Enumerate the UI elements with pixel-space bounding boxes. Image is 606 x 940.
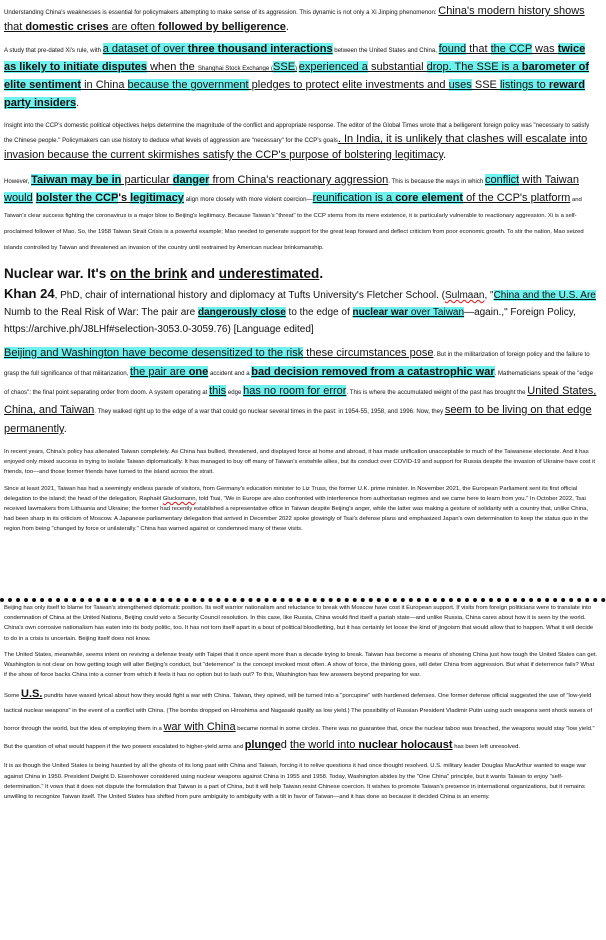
document-page-continued xyxy=(4,603,598,802)
paragraph-edge-of-chaos: Beijing and Washington have become desensitized to the risk these circumstances pose. But in the militarization of foreign policy and the failure to grasp the full significance of that militarization, the pair are one accident and a bad decision removed from a catastrophic war. Mathematicians speak of the "edge of chaos": the final point separating order from doom. A system operating at this edge has no room for error. This is where the accumulated weight of the past has brought the United States, China, and Taiwan. They walked right up to the edge of a war that could go nuclear several times in the past: in 1954-55, 1958, and 1996. Now, they seem to be living on that edge permanently. xyxy=(4,347,597,435)
paragraph-visitors: Since at least 2021, Taiwan has had a seemingly endless parade of visitors, from Germany's education minister to Liz Truss, the former U.K. prime minister. In November 2021, the European Parliament sent its first official delegation to the island; the head of the delegation, Raphaël Glucksmann, told Tsai, "We in Europe are also confronted with interference from authoritarian regimes and we came here to learn from you." In October 2022, Tsai received lawmakers from Lithuania and Ukraine; the former had recently established a representative office in Taiwan despite Beijing's anger, while the latter was making a gesture of solidarity with a country that, unlike China, had been sharp in its criticism of Moscow. A Japanese parliamentary delegation that arrived in December 2022 spoke glowingly of Tsai's defense plans and emphasized Japan's own determination to keep the status quo in the region from being "changed by force or unilaterally." China has warned against or condemned many of these visits. xyxy=(4,485,589,533)
paragraph-blame: Beijing has only itself to blame for Taiwan's strengthened diplomatic position. Its wolf warrior nationalism and reluctance to break with Moscow have cost it European support. If visits from foreign politicians were to translate into condemnation of China at the United Nations, Beijing could veto a Security Council resolution. In this case, like Russia, China would find itself a pariah state—and unlike Russia, China cares about how it is seen by the world. China's own corrosive nationalism has eaten into its body politic, too. It has not torn itself apart in a bout of political bloodletting, but it has certainly let loose the kind of jingoism that would allow that to happen. What it will decide to do in a crisis is uncertain. Beijing itself does not know. xyxy=(4,605,594,642)
dotted-divider xyxy=(0,598,606,602)
underlined-text: China's modern history shows that xyxy=(4,5,585,33)
spellcheck-word: Glucksmann xyxy=(162,495,196,502)
paragraph-sse-study: A study that pre-dated Xi's rule, with a dataset of over three thousand interactions between the United States and China, found that the CCP was twice as likely to initiate disputes when the Shanghai Stock Exchange (SSE) experienced a substantial drop. The SSE is a barometer of elite sentiment in China because the government pledges to protect elite investments and uses SSE listings to reward party insiders. xyxy=(4,43,590,109)
author-name: Khan 24 xyxy=(4,286,55,301)
paragraph-alienated: In recent years, China's policy has alienated Taiwan completely. As China has bullied, threatened, and displayed force at home and abroad, it has made unification unacceptable to much of the Taiwanese electorate. And it has enjoyed only mixed success in trying to isolate Taiwan diplomatically. It has managed to buy off many of Taiwan's erstwhile allies, but its conduct over COVID-19 and support for Russia despite the invasion of Ukraine have cost it friends, too—and those former friends have turned to the island across the strait. xyxy=(4,449,596,476)
citation: Khan 24, PhD, chair of international history and diplomacy at Tufts University's Fletcher School. (Sulmaan, "China and the U.S. Are Numb to the Real Risk of War: The pair are dangerously close to the edge of nuclear war over Taiwan—again.," Foreign Policy, https://archive.ph/J8LHf#selection-3053.0-3059.76) [Language edited] xyxy=(4,286,596,335)
paragraph-insight: Insight into the CCP's domestic political objectives helps determine the magnitude of the conflict and appropriate response. The editor of the Global Times wrote that a belligerent foreign policy was "necessary to satisfy the Chinese people." Policymakers can use history to deduce what levels of aggression are "necessary" for the CCP's goals. In India, it is unlikely that clashes will escalate into invasion because the current skirmishes satisfy the CCP's purpose of bolstering legitimacy. xyxy=(4,122,590,161)
paragraph-defense-treaty: The United States, meanwhile, seems intent on reviving a defense treaty with Taipei that it once spent more than a decade trying to break. Taiwan has become a means of showing China just how tough the United States can get. Washington is not clear on how getting tough will alter Beijing's conduct, but "deterrence" is the concept invoked most often. A show of force, the thinking goes, will deter China from aggression. But what if deterrence fails? What if the show of force backs China into a corner from which it feels it has no option but to lash out? To this, Washington has few answers beyond preparing for war. xyxy=(4,651,598,679)
paragraph-intro: Understanding China's weaknesses is essential for policymakers attempting to make sense of its aggression. This dynamic is not only a Xi Jinping phenomenon: China's modern history shows that domestic crises are often followed by belligerence. xyxy=(4,5,585,33)
spellcheck-word: Sulmaan xyxy=(445,290,485,301)
paragraph-ghosts: It is as though the United States is being haunted by all the ghosts of its long past with China and Taiwan, forcing it to relive questions it had once thought resolved. U.S. military leader Douglas MacArthur wanted to wage war against China in 1950. President Dwight D. Eisenhower considered using nuclear weapons against China in 1955 and 1958. Today, Washington abides by the "One China" principle, but it wants Taiwan to enjoy "self-determination." It vows that it does not dispute the formulation that Taiwan is a part of China, but it will help Taiwan resist Chinese coercion. It wishes to promote Taiwan's presence in international organizations, but it remains unwilling to recognize Taiwan itself. The United States has shifted from pure ambiguity to ambiguity with a tilt in favor of Taiwan—and it has done so because it decided China is an enemy. xyxy=(4,763,587,801)
paragraph-taiwan-danger: However, Taiwan may be in particular danger from China's reactionary aggression. This is because the ways in which conflict with Taiwan would bolster the CCP's legitimacy align more closely with more violent coercion—reunification is a core element of the CCP's platform and Taiwan's clear success fighting the coronavirus is a major blow to Beijing's legitimacy. Because Taiwan's "threat" to the CCP stems from its mere existence, it is particularly vulnerable to reactionary aggression. Xi is a self-proclaimed follower of Mao. So, the 1958 Taiwan Strait Crisis is a powerful example; Mao needed to generate support for the great leap forward and deflect criticism from poor economic growth. To stir the nation, Mao seized islands controlled by Taiwan and threatened an invasion of the country until restrained by American nuclear brinksmanship. xyxy=(4,174,584,251)
tag-heading: Nuclear war. It's on the brink and underestimated. xyxy=(4,266,324,281)
document-page xyxy=(4,3,598,535)
paragraph-pundits: Some U.S. pundits have waxed lyrical about how they would fight a war with China. Taiwan, they opined, will be turned into a "porcupine" with hardened defenses. One former defense official suggested the use of "low-yield tactical nuclear weapons" in the event of a conflict with China. (The bombs dropped on Hiroshima and Nagasaki qualify as low yield.) The possibility of Russian President Vladimir Putin using such weapons sent shock waves of horror through the world, but the idea of employing them in a war with China became normal in some circles. There was no guarantee that, once the nuclear taboo was breached, the weapons would stay "low yield." But the question of what would happen if the two powers escalated to higher-yield arms and plunged the world into nuclear holocaust has been left unresolved. xyxy=(4,688,595,752)
